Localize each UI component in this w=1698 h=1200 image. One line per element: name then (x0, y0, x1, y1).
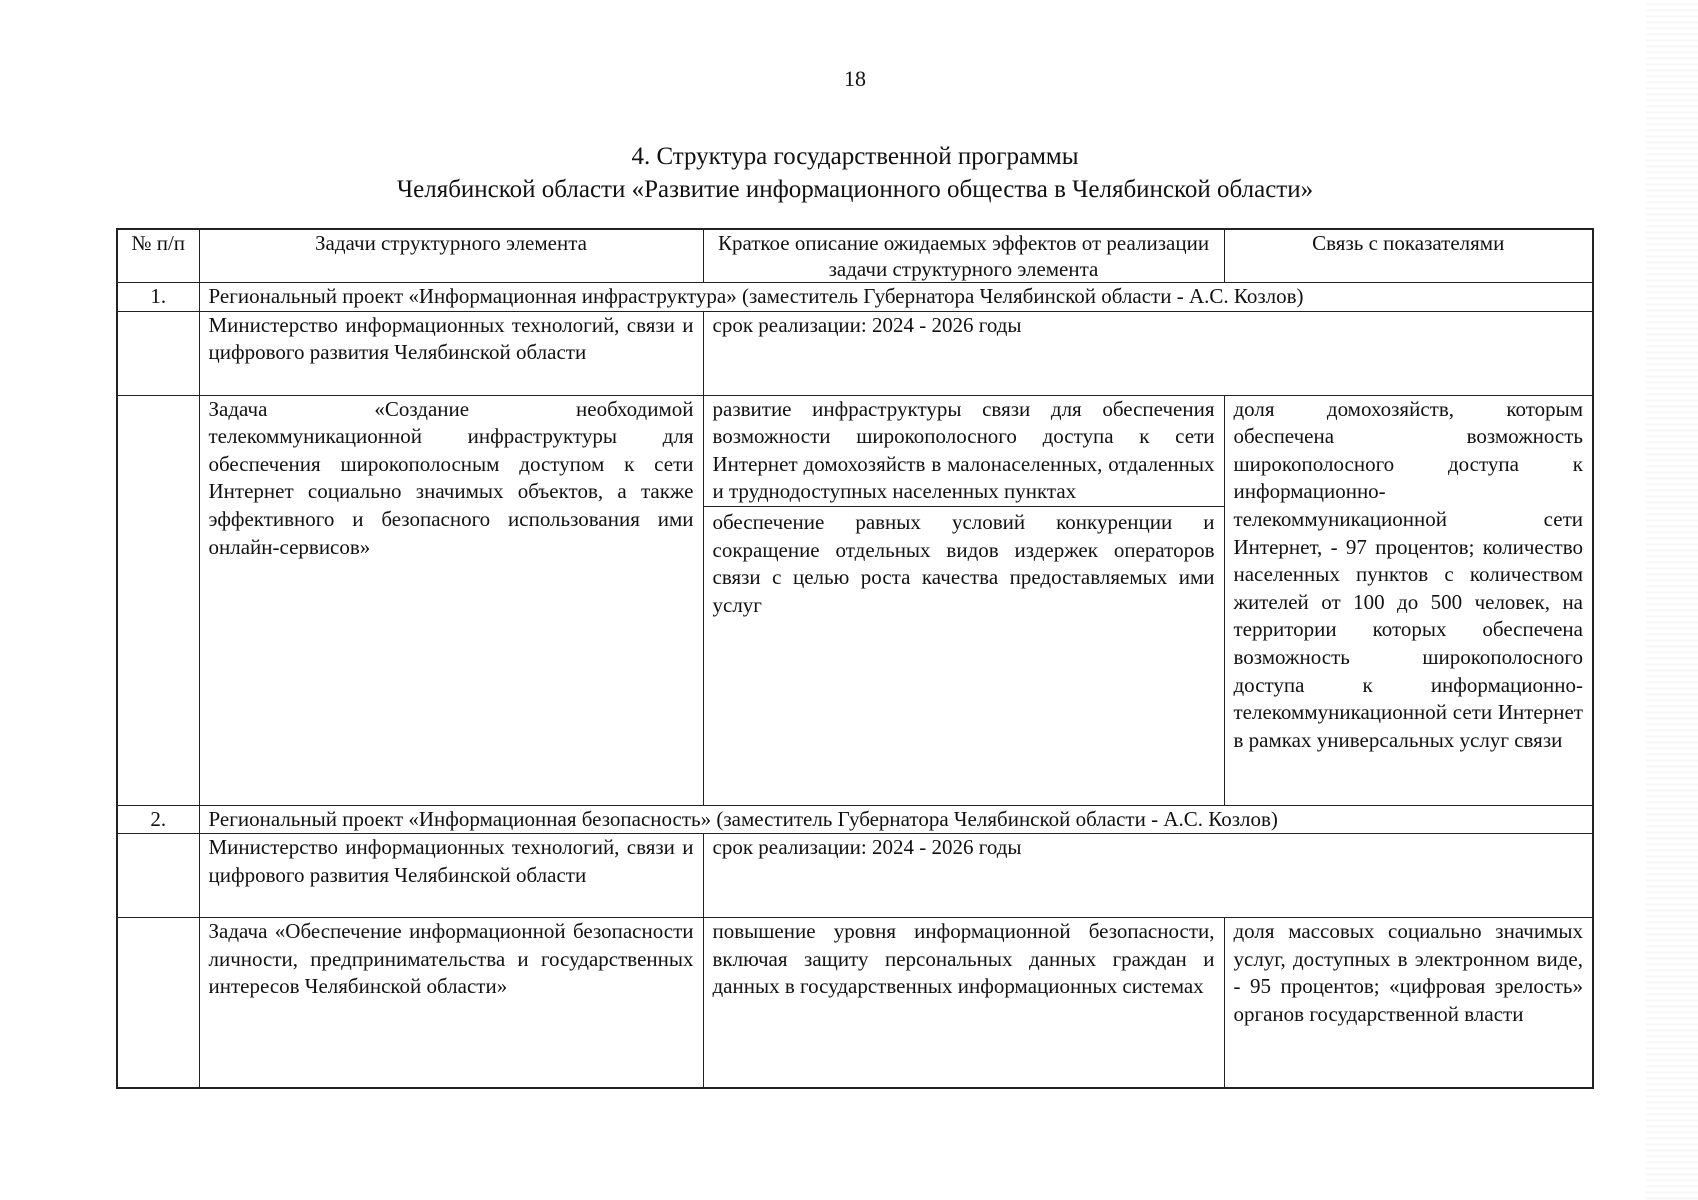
linked-indicators: доля массовых социально значимых услуг, доступных в электронном виде, - 95 процентов; «цифровая зрелость» органов государственной власти (1224, 918, 1593, 1088)
ministry-row (117, 311, 1593, 395)
responsible-ministry: Министерство информационных технологий, связи и цифрового развития Челябинской области (199, 834, 703, 918)
header-num: № п/п (117, 229, 199, 283)
task-description: Задача «Создание необходимой телекоммуникационной инфраструктуры для обеспечения широкополосным доступом к сети Интернет социально значимых объектов, а также эффективного и безопасного использования ими онлайн-сервисов» (199, 395, 703, 805)
empty-cell (117, 834, 199, 918)
title-line-2: Челябинской области «Развитие информационного общества в Челябинской области» (396, 176, 1314, 203)
empty-cell (117, 918, 199, 1088)
task-row (117, 395, 1593, 805)
header-effects: Краткое описание ожидаемых эффектов от реализации задачи структурного элемента (703, 229, 1224, 283)
project-title: Региональный проект «Информационная инфраструктура» (заместитель Губернатора Челябинской области - А.С. Козлов) (199, 283, 1593, 312)
header-tasks: Задачи структурного элемента (199, 229, 703, 283)
ministry-row (117, 834, 1593, 918)
linked-indicators: доля домохозяйств, которым обеспечена возможность широкополосного доступа к информационно-телекоммуникационной сети Интернет, - 97 процентов; количество населенных пунктов с количеством жителей от 100 до 500 человек, на территории которых обеспечена возможность широкополосного доступа к информационно-телекоммуникационной сети Интернет в рамках универсальных услуг связи (1224, 395, 1593, 805)
effect-item: развитие инфраструктуры связи для обеспечения возможности широкополосного доступа к сети Интернет домохозяйств в малонаселенных, отдаленных и труднодоступных населенных пунктах (712, 396, 1215, 504)
task-description: Задача «Обеспечение информационной безопасности личности, предпринимательства и государственных интересов Челябинской области» (199, 918, 703, 1088)
scan-edge-artifact (1646, 0, 1698, 1200)
project-title: Региональный проект «Информационная безопасность» (заместитель Губернатора Челябинской области - А.С. Козлов) (199, 805, 1593, 834)
row-number: 1. (117, 283, 199, 312)
task-row (117, 918, 1593, 1088)
expected-effects (703, 395, 1224, 805)
implementation-period: срок реализации: 2024 - 2026 годы (703, 311, 1593, 395)
implementation-period: срок реализации: 2024 - 2026 годы (703, 834, 1593, 918)
expected-effects: повышение уровня информационной безопасности, включая защиту персональных данных граждан и данных в государственных информационных системах (703, 918, 1224, 1088)
page-number: 18 (844, 66, 866, 91)
page-title (0, 140, 1698, 206)
effect-item: обеспечение равных условий конкуренции и сокращение отдельных видов издержек операторов связи с целью роста качества предоставляемых ими услуг (704, 506, 1224, 619)
row-number: 2. (117, 805, 199, 834)
project-row (117, 805, 1593, 834)
program-structure-table (116, 228, 1594, 1089)
table-header-row (117, 229, 1593, 283)
header-indicators: Связь с показателями (1224, 229, 1593, 283)
project-row (117, 283, 1593, 312)
empty-cell (117, 311, 199, 395)
title-line-1: 4. Структура государственной программы (631, 143, 1079, 170)
responsible-ministry: Министерство информационных технологий, связи и цифрового развития Челябинской области (199, 311, 703, 395)
empty-cell (117, 395, 199, 805)
